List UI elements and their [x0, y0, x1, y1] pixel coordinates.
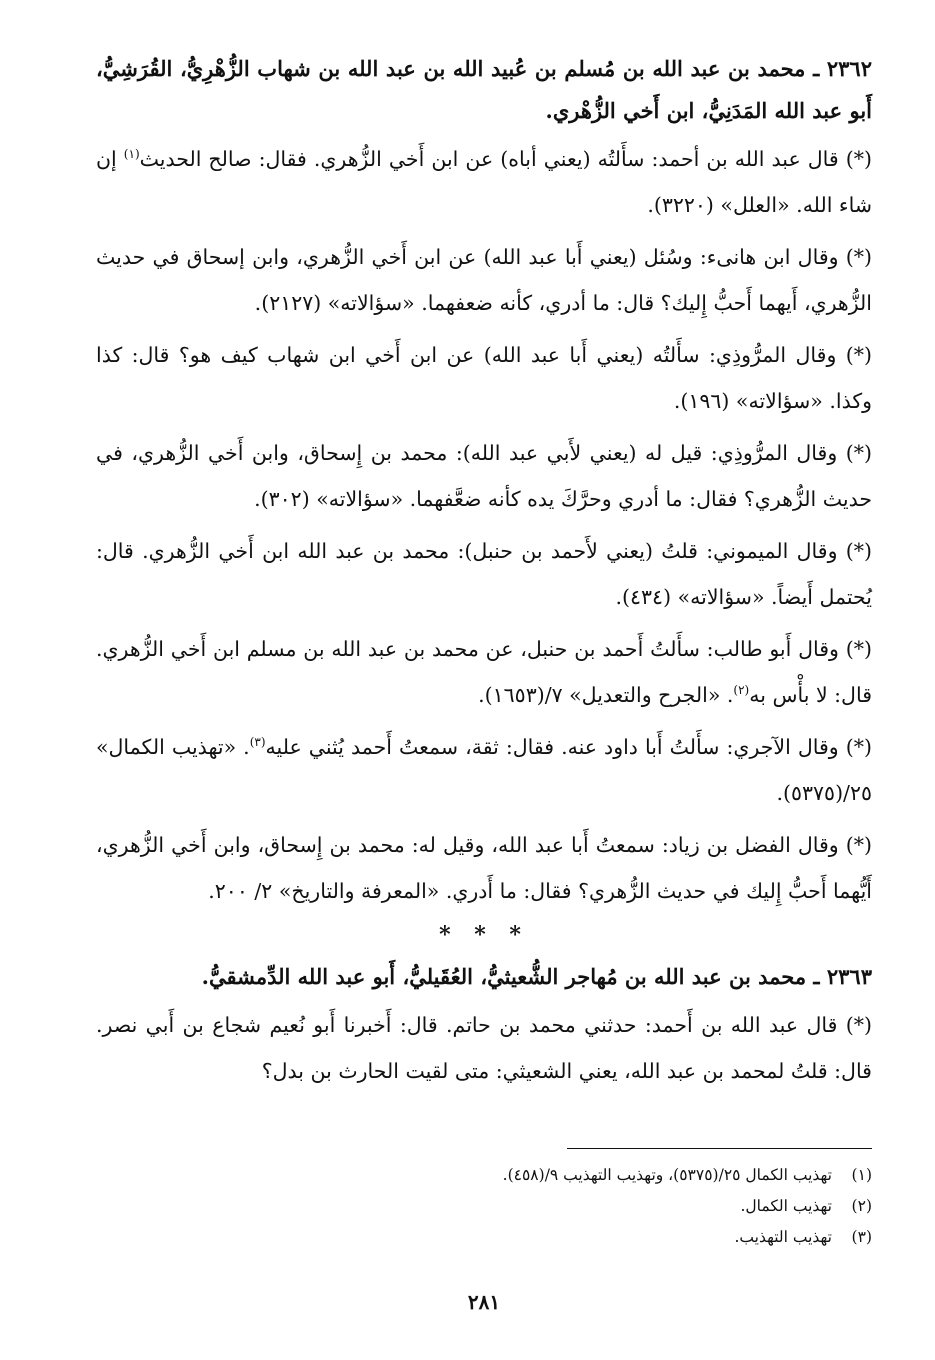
entry-heading-2362: ٢٣٦٢ ـ محمد بن عبد الله بن مُسلم بن عُبيد الله بن عبد الله بن شهاب الزُّهْرِيُّ، القُرَشِيُّ، أَبو عبد الله المَدَنِيُّ، ابن أَخي الزُّهْري.: [96, 56, 872, 123]
paragraph-text: (*) وقال أَبو طالب: سأَلتُ أَحمد بن حنبل، عن محمد بن عبد الله بن مسلم ابن أَخي الزُّهري. قال: لا بأْس به: [96, 637, 872, 707]
paragraph: [96, 626, 872, 718]
footnote-ref[interactable]: (٣): [249, 735, 266, 750]
footnote-number: (١): [851, 1166, 872, 1184]
page-number: ٢٨١: [467, 1290, 501, 1314]
paragraph: [96, 234, 872, 326]
footnote-item: [96, 1160, 872, 1191]
paragraph: [96, 136, 872, 228]
paragraph-text: (*) قال عبد الله بن أَحمد: حدثني محمد بن حاتم. قال: أَخبرنا أَبو نُعيم شجاع بن أَبي نصر. قال: قلتُ لمحمد بن عبد الله، يعني الشعيثي: متى لقيت الحارث بن بدل؟: [96, 1013, 872, 1083]
paragraph-tail: . «الجرح والتعديل» ٧/(١٦٥٣).: [478, 683, 734, 707]
paragraph-text: (*) قال عبد الله بن أحمد: سأَلتُه (يعني أباه) عن ابن أَخي الزُّهري. فقال: صالح الحديث: [139, 147, 872, 171]
paragraph: [96, 822, 872, 914]
paragraph-text: (*) وقال ابن هانىء: وسُئل (يعني أَبا عبد الله) عن ابن أَخي الزُّهري، وابن إسحاق في حديث الزُّهري، أَيهما أَحبُّ إِليك؟ قال: ما أدري، كأنه ضعفهما. «سؤالاته» (٢١٢٧).: [96, 245, 872, 315]
paragraph-text: (*) وقال الميموني: قلتُ (يعني لأَحمد بن حنبل): محمد بن عبد الله ابن أَخي الزُّهري. قال: يُحتمل أَيضاً. «سؤالاته» (٤٣٤).: [96, 539, 872, 609]
paragraph-tail: . «تهذيب الكمال» ٢٥/(٥٣٧٥).: [96, 735, 872, 805]
footnote-number: (٢): [851, 1197, 872, 1215]
footnote-ref[interactable]: (١): [123, 147, 140, 162]
footnote-number: (٣): [851, 1228, 872, 1246]
paragraph: [96, 1002, 872, 1094]
paragraph-text: (*) وقال المرُّوذِي: قيل له (يعني لأَبي عبد الله): محمد بن إِسحاق، وابن أَخي الزُّهري، في حديث الزُّهري؟ فقال: ما أدري وحرَّكَ يده كأنه ضعَّفهما. «سؤالاته» (٣٠٢).: [96, 441, 872, 511]
paragraph: [96, 332, 872, 424]
paragraph: [96, 430, 872, 522]
footnote-text: تهذيب الكمال.: [740, 1197, 832, 1215]
footnote-item: [96, 1222, 872, 1253]
footnote-item: [96, 1191, 872, 1222]
section-separator: * * *: [439, 922, 529, 948]
paragraph-text: (*) وقال المرُّوذِي: سأَلتُه (يعني أَبا عبد الله) عن ابن أَخي ابن شهاب كيف هو؟ قال: كذا وكذا. «سؤالاته» (١٩٦).: [96, 343, 872, 413]
entry-heading-2363: ٢٣٦٣ ـ محمد بن عبد الله بن مُهاجر الشُّعيثيُّ، العُقَيليُّ، أَبو عبد الله الدِّمشقيُّ.: [201, 964, 872, 989]
footnotes: [96, 1160, 872, 1253]
paragraph-text: (*) وقال الفضل بن زياد: سمعتُ أَبا عبد الله، وقيل له: محمد بن إِسحاق، وابن أَخي الزُّهري، أَيُّهما أَحبُّ إِليك في حديث الزُّهري؟ فقال: ما أَدري. «المعرفة والتاريخ» ٢/ ٢٠٠.: [96, 833, 872, 903]
paragraph-text: (*) وقال الآجري: سأَلتُ أَبا داود عنه. فقال: ثقة، سمعتُ أَحمد يُثني عليه: [265, 735, 872, 759]
paragraph: [96, 528, 872, 620]
footnote-ref[interactable]: (٢): [733, 683, 750, 698]
paragraph-tail: إن شاء الله. «العلل» (٣٢٢٠).: [96, 147, 872, 217]
footnote-text: تهذيب الكمال ٢٥/(٥٣٧٥)، وتهذيب التهذيب ٩/(٤٥٨).: [502, 1166, 832, 1184]
page-body: [96, 40, 872, 1340]
paragraph: [96, 724, 872, 816]
footnote-text: تهذيب التهذيب.: [734, 1228, 832, 1246]
footnote-divider: [567, 1148, 872, 1149]
